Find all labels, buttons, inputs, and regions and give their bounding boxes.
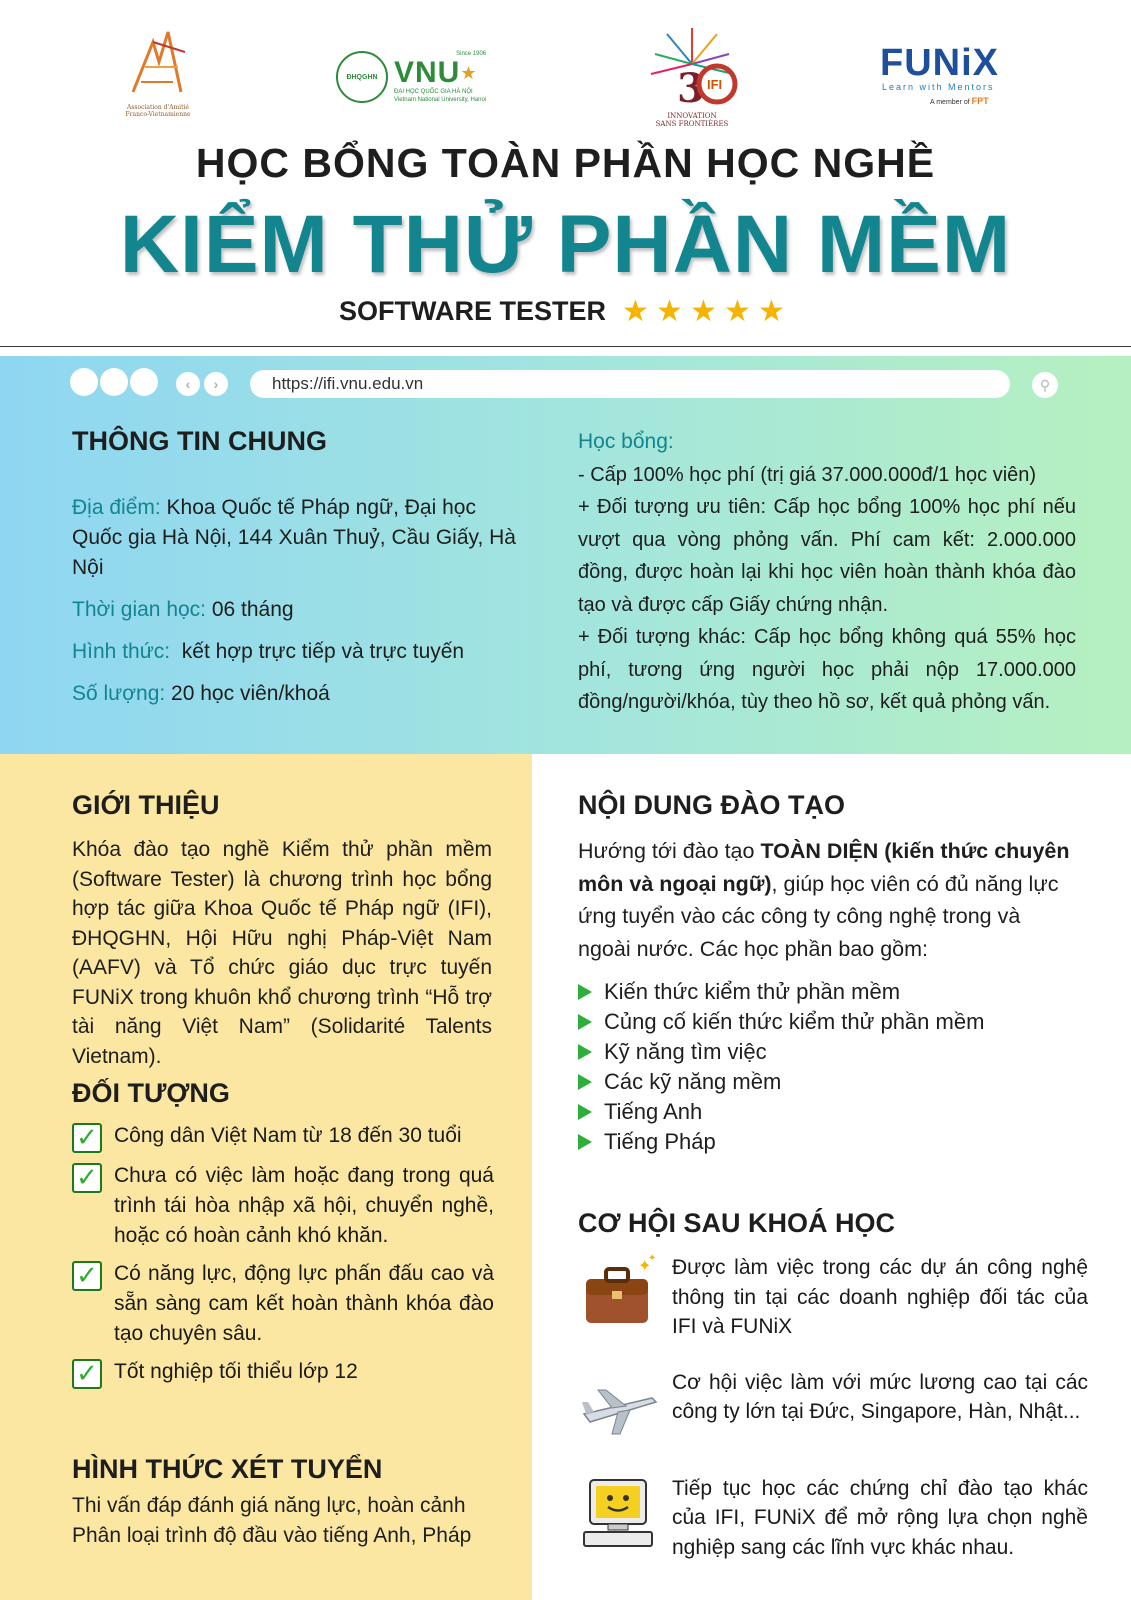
audience-item-text: Có năng lực, động lực phấn đấu cao và sẵn sàng cam kết hoàn thành khóa đào tạo chuyên sâu. — [114, 1262, 494, 1345]
content-intro-bold: TOÀN DIỆN (kiến thức chuyên môn và ngoại ngữ) — [578, 839, 1070, 896]
audience-item-text: Tốt nghiệp tối thiểu lớp 12 — [114, 1360, 358, 1383]
vnu-name-en: Vietnam National University, Hanoi — [394, 97, 487, 103]
funix-tagline: Learn with Mentors — [882, 82, 995, 92]
checkbox-checked-icon: ✓ — [72, 1261, 102, 1291]
checkbox-checked-icon: ✓ — [72, 1123, 102, 1153]
vnu-star-icon: ★ — [460, 63, 478, 83]
url-bar: https://ifi.vnu.edu.vn — [250, 370, 1010, 398]
audience-item — [72, 1357, 494, 1389]
play-triangle-icon — [578, 1134, 592, 1150]
format-value: kết hợp trực tiếp và trực tuyến — [170, 640, 465, 663]
fpt-logo: FPT — [971, 96, 989, 106]
checkbox-checked-icon: ✓ — [72, 1163, 102, 1193]
star-icon: ★ — [690, 294, 717, 328]
quantity-value: 20 học viên/khoá — [165, 682, 330, 705]
browser-bar — [70, 366, 1060, 396]
intro-section — [72, 790, 492, 1071]
format-label: Hình thức: — [72, 640, 171, 663]
vnu-name: VNU — [394, 56, 461, 89]
header-divider — [0, 346, 1131, 347]
ifi-30-logo — [632, 24, 752, 128]
play-triangle-icon — [578, 1014, 592, 1030]
vnu-seal: ĐHQGHN — [336, 51, 388, 103]
opportunity-item — [578, 1368, 1088, 1448]
computer-icon — [578, 1474, 658, 1554]
quantity-row — [72, 679, 522, 709]
star-icon: ★ — [724, 294, 751, 328]
left-column — [0, 754, 532, 1600]
svg-text:✦: ✦ — [648, 1253, 657, 1264]
duration-label: Thời gian học: — [72, 598, 207, 621]
content-heading: NỘI DUNG ĐÀO TẠO — [578, 790, 845, 820]
play-triangle-icon — [578, 984, 592, 1000]
aafv-caption: Association d'Amitié Franco-Vietnamienne — [125, 104, 191, 118]
audience-section — [72, 1078, 494, 1397]
subtitle-row — [0, 296, 1131, 327]
module-item — [578, 977, 1078, 1007]
module-item — [578, 1067, 1078, 1097]
audience-item — [72, 1259, 494, 1349]
svg-text:IFI: IFI — [707, 77, 723, 92]
content-intro: Hướng tới đào tạo TOÀN DIỆN (kiến thức chuyên môn và ngoại ngữ), giúp học viên có đủ năng lực ứng tuyển vào các công ty công nghệ trong và ngoài nước. Các học phần bao gồm: — [578, 839, 1070, 961]
opportunity-item — [578, 1253, 1088, 1342]
funix-logo — [880, 44, 1010, 106]
right-column — [532, 754, 1131, 1600]
ifi-caption-2: SANS FRONTIÈRES — [655, 120, 729, 128]
module-item — [578, 1007, 1078, 1037]
general-info-band — [0, 356, 1131, 754]
airplane-icon — [578, 1368, 658, 1448]
aafv-logo — [118, 22, 198, 118]
opportunity-text: Được làm việc trong các dự án công nghệ thông tin tại các doanh nghiệp đối tác của IFI và FUNiX — [672, 1256, 1088, 1338]
audience-item — [72, 1121, 494, 1153]
play-triangle-icon — [578, 1044, 592, 1060]
scholarship-other: + Đối tượng khác: Cấp học bổng không quá 55% học phí, tương ứng người học phải nộp 17.000.000 đồng/người/khóa, tùy theo hồ sơ, kết quả phỏng vấn. — [578, 626, 1076, 713]
rating-stars — [622, 294, 792, 328]
admission-section — [72, 1454, 502, 1550]
location-value: Khoa Quốc tế Pháp ngữ, Đại học Quốc gia Hà Nội, 144 Xuân Thuỷ, Cầu Giấy, Hà Nội — [72, 496, 516, 579]
aafv-mark-icon — [123, 22, 193, 102]
format-row — [72, 637, 522, 667]
checkbox-checked-icon: ✓ — [72, 1359, 102, 1389]
opportunity-text: Cơ hội việc làm với mức lương cao tại các công ty lớn tại Đức, Singapore, Hàn, Nhật... — [672, 1370, 1088, 1423]
duration-row — [72, 595, 522, 625]
header — [0, 0, 1131, 346]
forward-arrow-icon: › — [204, 372, 228, 396]
general-info-heading: THÔNG TIN CHUNG — [72, 426, 327, 456]
audience-heading: ĐỐI TƯỢNG — [72, 1078, 230, 1108]
module-item — [578, 1097, 1078, 1127]
audience-item-text: Chưa có việc làm hoặc đang trong quá trình tái hòa nhập xã hội, chuyển nghề, hoặc có hoàn cảnh khó khăn. — [114, 1164, 494, 1247]
scholarship-line-1: - Cấp 100% học phí (trị giá 37.000.000đ/1 học viên) — [578, 463, 1037, 486]
quantity-label: Số lượng: — [72, 682, 166, 705]
funix-member: A member of FPT — [930, 96, 989, 106]
window-dot-icon — [100, 368, 128, 396]
admission-heading: HÌNH THỨC XÉT TUYỂN — [72, 1454, 383, 1484]
audience-item-text: Công dân Việt Nam từ 18 đến 30 tuổi — [114, 1124, 462, 1147]
svg-text:✦: ✦ — [638, 1258, 652, 1275]
star-icon: ★ — [656, 294, 683, 328]
play-triangle-icon — [578, 1074, 592, 1090]
audience-item — [72, 1161, 494, 1251]
module-item-text: Kiến thức kiểm thử phần mềm — [604, 979, 901, 1004]
content-section — [578, 790, 1078, 1157]
module-list — [578, 977, 1078, 1157]
vnu-logo — [336, 50, 506, 104]
opportunity-item — [578, 1474, 1088, 1563]
window-dot-icon — [130, 368, 158, 396]
intro-text: Khóa đào tạo nghề Kiểm thử phần mềm (Software Tester) là chương trình học bổng hợp tác giữa Khoa Quốc tế Pháp ngữ (IFI), ĐHQGHN, Hội Hữu nghị Pháp-Việt Nam (AAFV) và Tổ chức giáo dục trực tuyến FUNiX trong khuôn khổ chương trình “Hỗ trợ tài năng Việt Nam” (Solidarité Talents Vietnam). — [72, 838, 492, 1068]
duration-value: 06 tháng — [206, 598, 294, 621]
back-arrow-icon: ‹ — [176, 372, 200, 396]
module-item — [578, 1127, 1078, 1157]
scholarship-priority: + Đối tượng ưu tiên: Cấp học bổng 100% học phí nếu vượt qua vòng phỏng vấn. Phí cam kết: 2.000.000 đồng, được hoàn lại khi học viên hoàn thành khóa đào tạo và được cấp Giấy chứng nhận. — [578, 496, 1076, 616]
ifi-caption-1: INNOVATION — [667, 112, 717, 120]
vnu-since: Since 1906 — [456, 51, 487, 57]
module-item-text: Các kỹ năng mềm — [604, 1069, 782, 1094]
location-label: Địa điểm: — [72, 496, 161, 519]
scholarship-info — [578, 426, 1076, 719]
play-triangle-icon — [578, 1104, 592, 1120]
title-line-1: HỌC BỔNG TOÀN PHẦN HỌC NGHỀ — [195, 140, 936, 186]
general-info — [72, 426, 522, 709]
scholarship-heading: Học bổng: — [578, 430, 674, 453]
briefcase-icon — [578, 1253, 658, 1333]
opportunity-text: Tiếp tục học các chứng chỉ đào tạo khác của IFI, FUNiX để mở rộng lựa chọn nghề nghiệp sang các lĩnh vực khác nhau. — [672, 1476, 1088, 1559]
module-item-text: Kỹ năng tìm việc — [604, 1039, 767, 1064]
star-icon: ★ — [758, 294, 785, 328]
module-item-text: Tiếng Anh — [604, 1099, 703, 1124]
module-item-text: Tiếng Pháp — [604, 1129, 716, 1154]
search-icon: ⚲ — [1032, 372, 1058, 398]
admission-line-1: Thi vấn đáp đánh giá năng lực, hoàn cảnh — [72, 1494, 466, 1517]
funix-name: FUNiX — [880, 42, 999, 84]
subtitle: SOFTWARE TESTER — [338, 296, 606, 326]
intro-heading: GIỚI THIỆU — [72, 790, 220, 820]
ifi-30-fireworks-icon — [637, 24, 747, 112]
module-item-text: Củng cố kiến thức kiểm thử phần mềm — [604, 1009, 985, 1034]
svg-text:3: 3 — [677, 65, 705, 112]
location-row — [72, 493, 522, 583]
opportunities-heading: CƠ HỘI SAU KHOÁ HỌC — [578, 1208, 896, 1238]
admission-line-2: Phân loại trình độ đầu vào tiếng Anh, Pháp — [72, 1523, 472, 1547]
star-icon: ★ — [622, 294, 649, 328]
window-dot-icon — [70, 368, 98, 396]
opportunities-section — [578, 1208, 1088, 1588]
vnu-name-vi: ĐẠI HỌC QUỐC GIA HÀ NỘI — [394, 89, 473, 95]
title-line-2: KIỂM THỬ PHẦN MỀM — [119, 199, 1012, 290]
module-item — [578, 1037, 1078, 1067]
